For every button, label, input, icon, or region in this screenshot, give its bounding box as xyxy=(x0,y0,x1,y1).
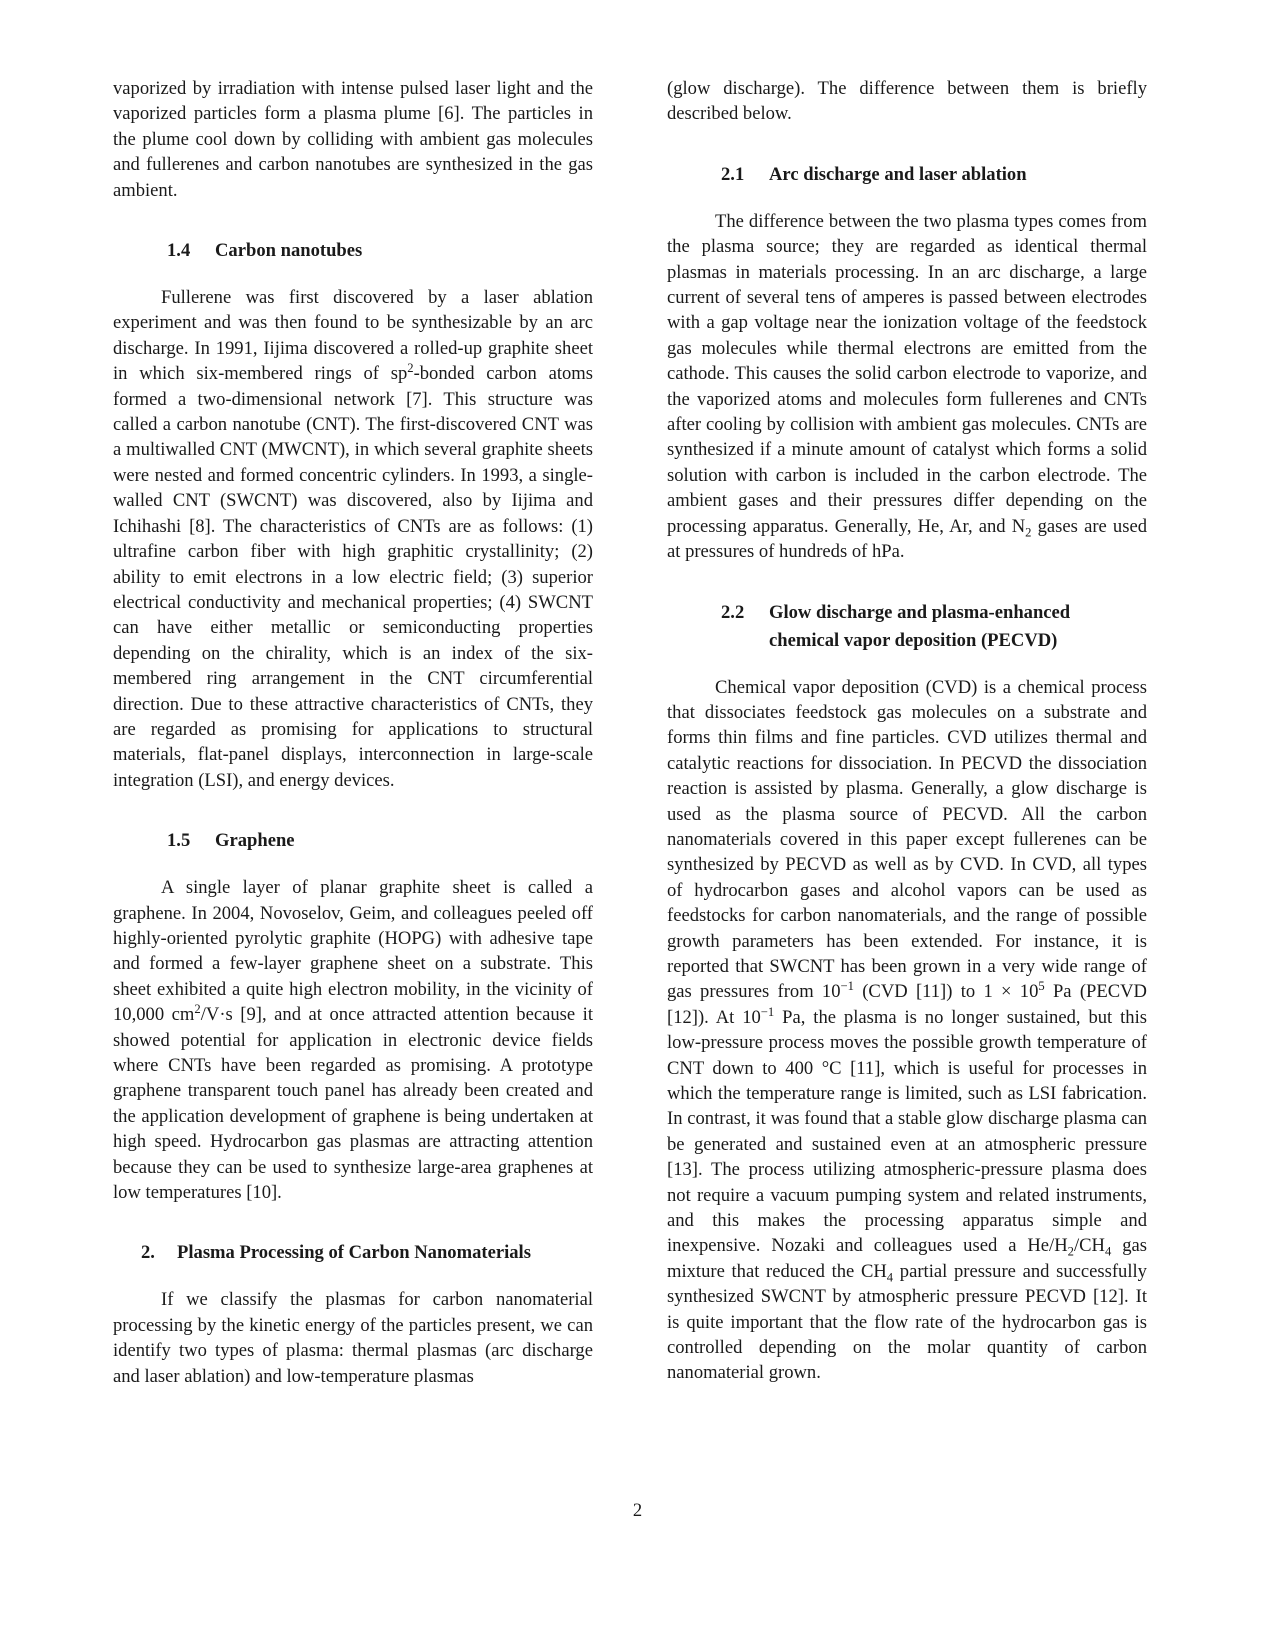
heading-number: 1.4 xyxy=(167,240,191,262)
paragraph-graphene: A single layer of planar graphite sheet is called a graphene. In 2004, Novoselov, Geim, and colleagues peeled off highly-oriented pyrolytic graphite (HOPG) with adhesive tape and formed a few-layer graphene sheet on a substrate. This sheet exhibited a quite high electron mobility, in the vicinity of 10,000 $cm^2/V\cdot s$ [9], and at once attracted attention because it showed potential for application in electronic device fields where CNTs have been regarded as promising. A prototype graphene transparent touch panel has already been created and the application development of graphene is being undertaken at high speed. Hydrocarbon gas plasmas are attracting attention because they can be used to synthesize large-area graphenes at low temperatures [10]. xyxy=(113,877,594,1204)
heading-title: Plasma Processing of Carbon Nanomaterials xyxy=(177,1242,531,1264)
heading-title: Graphene xyxy=(215,830,295,852)
paragraph-section-2: If we classify the plasmas for carbon nanomaterial processing by the kinetic energy of the particles present, we can identify two types of plasma: thermal plasmas (arc discharge and laser ablation) and low-temperature plasmas xyxy=(113,1289,593,1387)
heading-2-1 xyxy=(667,161,1147,189)
paragraph-continued: (glow discharge). The difference between them is briefly described below. xyxy=(667,78,1147,125)
paragraph-intro: vaporized by irradiation with intense pulsed laser light and the vaporized particles form a plasma plume [6]. The particles in the plume cool down by colliding with ambient gas molecules and fullerenes and carbon nanotubes are synthesized in the gas ambient. xyxy=(113,78,593,201)
paragraph-pecvd: Chemical vapor deposition (CVD) is a chemical process that dissociates feedstock gas molecules on a substrate and forms thin films and fine particles. CVD utilizes thermal and catalytic reactions for dissociation. In PECVD the dissociation reaction is assisted by plasma. Generally, a glow discharge is used as the plasma source of PECVD. All the carbon nanomaterials covered in this paper except fullerenes can be synthesized by PECVD as well as by CVD. In CVD, all types of hydrocarbon gases and alcohol vapors can be used as feedstocks for carbon nanomaterials, and the range of possible growth parameters has been extended. For instance, it is reported that SWCNT has been grown in a very wide range of gas pressures from $10^{-1}$ (CVD [11]) to $1 \times 10^5$ Pa (PECVD [12]). At $10^{-1}$ Pa, the plasma is no longer sustained, but this low-pressure process moves the possible growth temperature of CNT down to 400 °C [11], which is useful for processes in which the temperature range is limited, such as LSI fabrication. In contrast, it was found that a stable glow discharge plasma can be generated and sustained even at an atmospheric pressure [13]. The process utilizing atmospheric-pressure plasma does not require a vacuum pumping system and related instruments, and this makes the processing apparatus simple and inexpensive. Nozaki and colleagues used a $He/H_2/CH_4$ gas mixture that reduced the $CH_4$ partial pressure and successfully synthesized SWCNT by atmospheric pressure PECVD [12]. It is quite important that the flow rate of the hydrocarbon gas is controlled depending on the molar quantity of carbon nanomaterial grown. xyxy=(667,676,1147,1384)
right-column xyxy=(667,76,1147,1386)
left-column xyxy=(113,76,593,1389)
heading-number: 2. xyxy=(141,1242,155,1264)
heading-section-2 xyxy=(113,1239,593,1267)
heading-title: Carbon nanotubes xyxy=(215,240,363,262)
heading-number: 2.2 xyxy=(721,601,745,623)
paragraph-carbon-nanotubes: Fullerene was first discovered by a laser ablation experiment and was then found to be synthesizable by an arc discharge. In 1991, Iijima discovered a rolled-up graphite sheet in which six-membered rings of $sp^2$-bonded carbon atoms formed a two-dimensional network [7]. This structure was called a carbon nanotube (CNT). The first-discovered CNT was a multiwalled CNT (MWCNT), in which several graphite sheets were nested and formed concentric cylinders. In 1993, a single-walled CNT (SWCNT) was discovered, also by Iijima and Ichihashi [8]. The characteristics of CNTs are as follows: (1) ultrafine carbon fiber with high graphitic crystallinity; (2) ability to emit electrons in a low electric field; (3) superior electrical conductivity and mechanical properties; (4) SWCNT can have either metallic or semiconducting properties depending on the chirality, which is an index of the six-membered ring arrangement in the CNT circumferential direction. Due to these attractive characteristics of CNTs, they are regarded as promising for applications to structural materials, flat-panel displays, interconnection in large-scale integration (LSI), and energy devices. xyxy=(113,287,594,791)
heading-1-4 xyxy=(113,237,593,265)
heading-number: 1.5 xyxy=(167,830,191,852)
heading-1-5 xyxy=(113,827,593,855)
heading-2-2 xyxy=(667,599,1147,655)
heading-title-line2: chemical vapor deposition (PECVD) xyxy=(769,629,1058,651)
heading-title-line1: Glow discharge and plasma-enhanced xyxy=(769,601,1071,623)
heading-number: 2.1 xyxy=(721,163,745,185)
paragraph-arc-discharge: The difference between the two plasma types comes from the plasma source; they are regarded as identical thermal plasmas in materials processing. In an arc discharge, a large current of several tens of amperes is passed between electrodes with a gap voltage near the ionization voltage of the feedstock gas molecules while thermal electrons are emitted from the cathode. This causes the solid carbon electrode to vaporize, and the vaporized atoms and molecules form fullerenes and CNTs after cooling by collision with ambient gas molecules. CNTs are synthesized if a minute amount of catalyst which forms a solid solution with carbon is included in the carbon electrode. The ambient gases and their pressures differ depending on the processing apparatus. Generally, He, Ar, and $N_2$ gases are used at pressures of hundreds of hPa. xyxy=(667,210,1147,563)
heading-title: Arc discharge and laser ablation xyxy=(769,163,1027,185)
page-number: 2 xyxy=(632,1500,643,1521)
